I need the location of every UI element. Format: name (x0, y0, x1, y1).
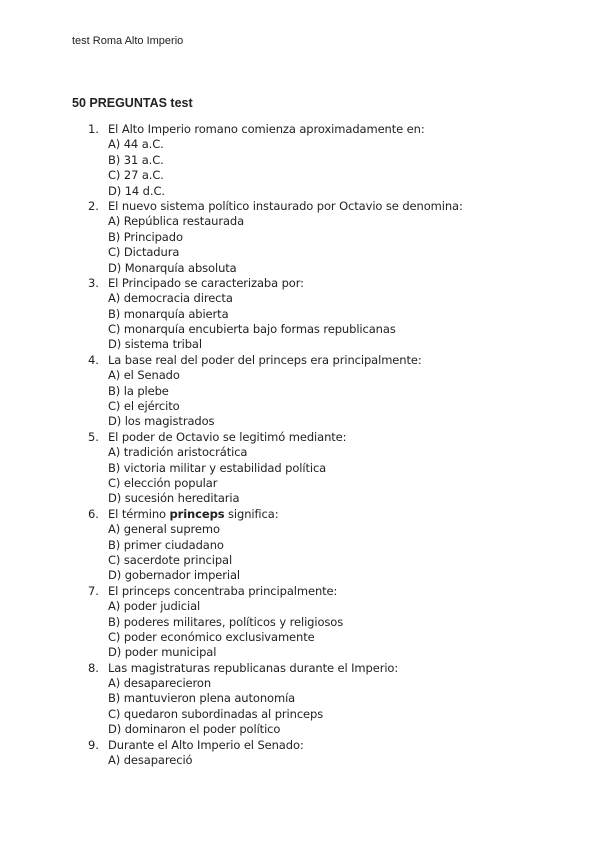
question-text: La base real del poder del princeps era principalmente: (108, 352, 422, 367)
question-number: 8. (88, 660, 99, 675)
answer-option: D) gobernador imperial (108, 568, 241, 583)
answer-option: D) Monarquía absoluta (108, 260, 237, 275)
question-text: El Principado se caracterizaba por: (108, 275, 304, 290)
answer-option: B) poderes militares, políticos y religiosos (108, 614, 344, 629)
question-number: 9. (88, 737, 99, 752)
answer-option: B) la plebe (108, 383, 169, 398)
answer-option: C) 27 a.C. (108, 168, 164, 183)
answer-option: D) poder municipal (108, 645, 217, 660)
answer-option: C) el ejército (108, 399, 180, 414)
answer-option: D) los magistrados (108, 414, 215, 429)
answer-option: B) 31 a.C. (108, 152, 164, 167)
question-number: 3. (88, 275, 99, 290)
question-list (88, 122, 568, 768)
answer-option: B) monarquía abierta (108, 306, 229, 321)
question-number: 1. (88, 122, 99, 136)
question-item (88, 584, 568, 661)
question-number: 6. (88, 506, 99, 521)
answer-option: A) desaparecieron (108, 676, 212, 691)
answer-option: A) 44 a.C. (108, 137, 164, 152)
answer-option: A) desapareció (108, 753, 193, 768)
page-header: test Roma Alto Imperio (72, 35, 184, 47)
question-text: El Alto Imperio romano comienza aproximadamente en: (108, 122, 425, 136)
answer-option: D) sucesión hereditaria (108, 491, 240, 506)
question-item (88, 738, 568, 769)
answer-option: A) República restaurada (108, 214, 245, 229)
question-number: 5. (88, 429, 99, 444)
answer-option: C) monarquía encubierta bajo formas republicanas (108, 322, 396, 337)
answer-option: A) tradición aristocrática (108, 445, 248, 460)
question-number: 4. (88, 352, 99, 367)
question-text: El nuevo sistema político instaurado por Octavio se denomina: (108, 198, 463, 213)
answer-option: A) democracia directa (108, 291, 233, 306)
page-title: 50 PREGUNTAS test (72, 96, 193, 110)
answer-option: A) poder judicial (108, 599, 201, 614)
question-item (88, 430, 568, 507)
answer-option: B) mantuvieron plena autonomía (108, 691, 296, 706)
answer-option: C) poder económico exclusivamente (108, 629, 315, 644)
answer-option: D) dominaron el poder político (108, 722, 281, 737)
question-item (88, 276, 568, 353)
bold-term: princeps (169, 506, 225, 521)
question-item (88, 199, 568, 276)
question-text: El princeps concentraba principalmente: (108, 583, 338, 598)
question-item (88, 507, 568, 584)
question-number: 2. (88, 198, 99, 213)
answer-option: C) Dictadura (108, 245, 180, 260)
question-item (88, 661, 568, 738)
answer-option: B) primer ciudadano (108, 537, 224, 552)
answer-option: C) quedaron subordinadas al princeps (108, 706, 324, 721)
answer-option: A) el Senado (108, 368, 180, 383)
answer-option: A) general supremo (108, 522, 220, 537)
answer-option: B) victoria militar y estabilidad política (108, 460, 327, 475)
question-item (88, 122, 568, 199)
answer-option: B) Principado (108, 229, 183, 244)
question-item (88, 353, 568, 430)
answer-option: C) sacerdote principal (108, 552, 233, 567)
answer-option: D) sistema tribal (108, 337, 202, 352)
question-text: El término princeps significa: (108, 506, 279, 521)
question-text: Las magistraturas republicanas durante el Imperio: (108, 660, 399, 675)
answer-option: C) elección popular (108, 475, 218, 490)
answer-option: D) 14 d.C. (108, 183, 165, 198)
question-text: El poder de Octavio se legitimó mediante: (108, 429, 347, 444)
question-number: 7. (88, 583, 99, 598)
question-text: Durante el Alto Imperio el Senado: (108, 737, 304, 752)
